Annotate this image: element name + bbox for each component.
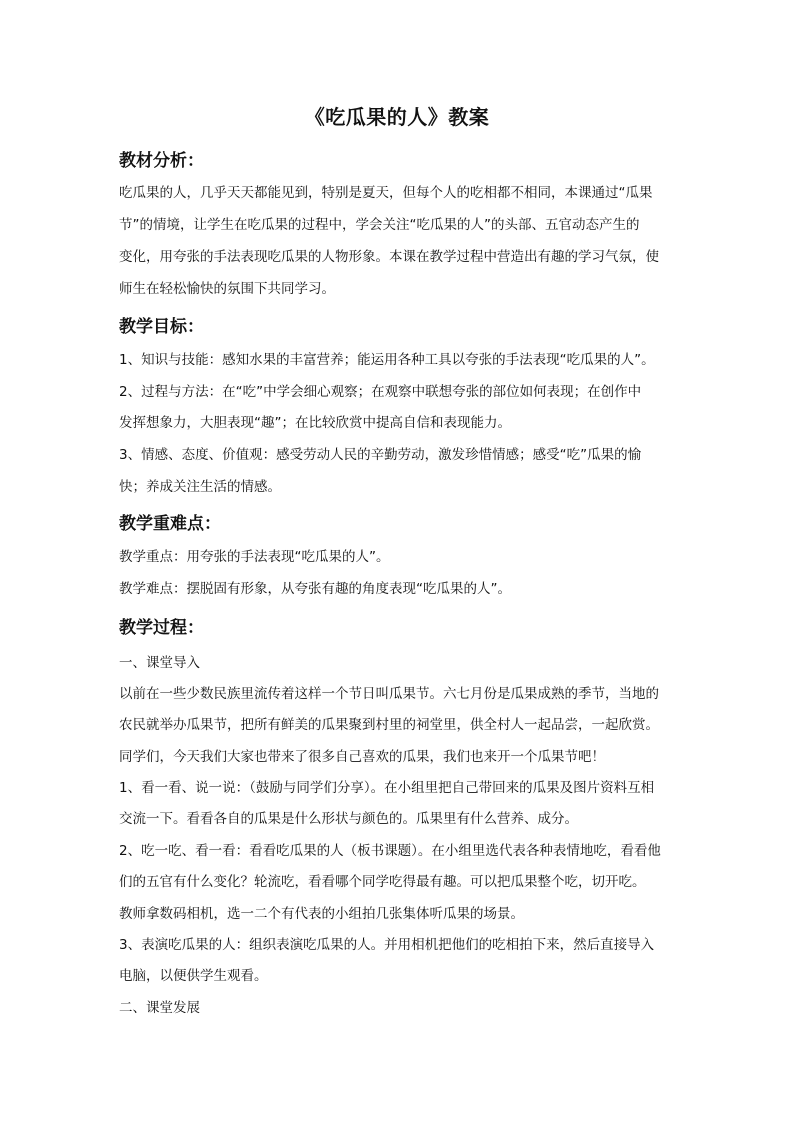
process-line: 以前在一些少数民族里流传着这样一个节日叫瓜果节。六七月份是瓜果成熟的季节，当地的 [119, 686, 659, 702]
process-line: 电脑，以便供学生观看。 [119, 968, 268, 984]
goals-line: 2、过程与方法：在“吃”中学会细心观察；在观察中联想夸张的部位如何表现；在创作中 [119, 384, 642, 400]
process-line: 交流一下。看看各自的瓜果是什么形状与颜色的。瓜果里有什么营养、成分。 [119, 811, 578, 827]
keypoints-line: 教学难点：摆脱固有形象，从夸张有趣的角度表现“吃瓜果的人”。 [119, 581, 511, 597]
section-heading-keypoints: 教学重难点： [119, 514, 221, 534]
process-line: 二、课堂发展 [119, 1000, 200, 1016]
analysis-line: 吃瓜果的人，几乎天天都能见到，特别是夏天，但每个人的吃相都不相同，本课通过“瓜果 [119, 185, 653, 201]
section-heading-goals: 教学目标： [119, 317, 204, 337]
section-heading-analysis: 教材分析： [119, 151, 204, 171]
process-line: 3、表演吃瓜果的人：组织表演吃瓜果的人。并用相机把他们的吃相拍下来，然后直接导入 [119, 937, 655, 953]
process-line: 们的五官有什么变化？轮流吃，看看哪个同学吃得最有趣。可以把瓜果整个吃，切开吃。 [119, 874, 646, 890]
process-line: 1、看一看、说一说：（鼓励与同学们分享）。在小组里把自己带回来的瓜果及图片资料互相 [119, 780, 655, 796]
process-line: 一、课堂导入 [119, 655, 200, 671]
goals-line: 1、知识与技能：感知水果的丰富营养；能运用各种工具以夸张的手法表现“吃瓜果的人”。 [119, 352, 655, 368]
goals-line: 快；养成关注生活的情感。 [119, 479, 281, 495]
keypoints-line: 教学重点：用夸张的手法表现“吃瓜果的人”。 [119, 549, 390, 565]
analysis-line: 变化，用夸张的手法表现吃瓜果的人物形象。本课在教学过程中营造出有趣的学习气氛，使 [119, 249, 659, 265]
analysis-line: 师生在轻松愉快的氛围下共同学习。 [119, 281, 335, 297]
goals-line: 3、情感、态度、价值观：感受劳动人民的辛勤劳动，激发珍惜情感；感受“吃”瓜果的愉 [119, 447, 642, 463]
document-title: 《吃瓜果的人》教案 [304, 105, 490, 129]
section-heading-process: 教学过程： [119, 618, 204, 638]
process-line: 教师拿数码相机，选一二个有代表的小组拍几张集体听瓜果的场景。 [119, 906, 524, 922]
process-line: 农民就举办瓜果节，把所有鲜美的瓜果聚到村里的祠堂里，供全村人一起品尝，一起欣赏。 [119, 717, 659, 733]
process-line: 同学们，今天我们大家也带来了很多自己喜欢的瓜果，我们也来开一个瓜果节吧！ [119, 749, 605, 765]
goals-line: 发挥想象力，大胆表现“趣”；在比较欣赏中提高自信和表现能力。 [119, 415, 511, 431]
process-line: 2、吃一吃、看一看：看看吃瓜果的人（板书课题）。在小组里选代表各种表情地吃，看看他 [119, 843, 661, 859]
analysis-line: 节”的情境，让学生在吃瓜果的过程中，学会关注“吃瓜果的人”的头部、五官动态产生的 [119, 217, 640, 233]
